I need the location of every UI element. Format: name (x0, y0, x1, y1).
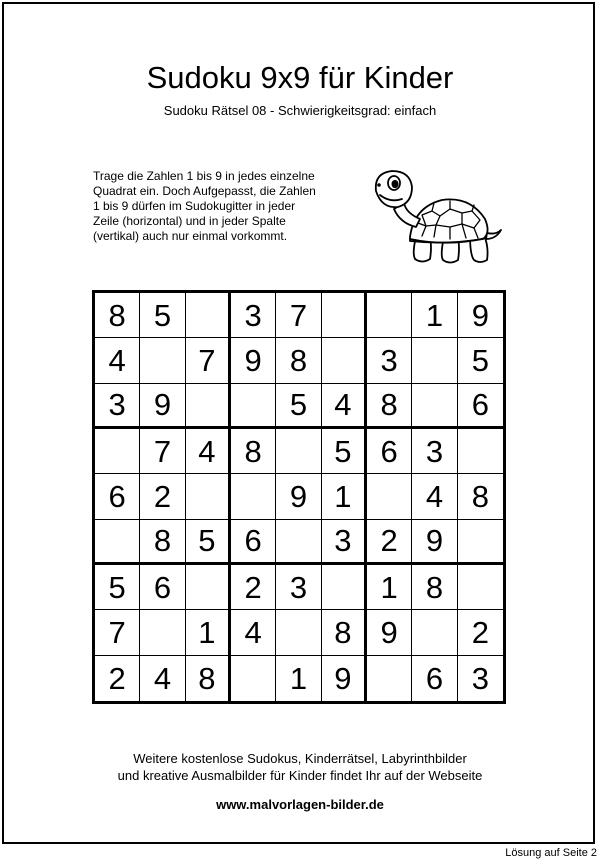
sudoku-cell[interactable]: 3 (471, 660, 489, 696)
sudoku-cell[interactable]: 6 (412, 656, 457, 701)
footer-line: und kreative Ausmalbilder für Kinder findet Ihr auf der Webseite (117, 768, 483, 783)
sudoku-cell[interactable]: 5 (95, 565, 140, 610)
sudoku-cell[interactable] (95, 520, 140, 565)
sudoku-cell[interactable]: 4 (322, 384, 367, 429)
sudoku-cell[interactable]: 8 (458, 474, 503, 519)
sudoku-cell[interactable]: 4 (140, 656, 185, 701)
sudoku-cell[interactable]: 2 (458, 610, 503, 655)
sudoku-cell[interactable]: 5 (186, 520, 231, 565)
sudoku-cell[interactable]: 2 (367, 520, 412, 565)
sudoku-cell[interactable] (186, 293, 231, 338)
sudoku-cell[interactable]: 8 (412, 565, 457, 610)
footer-line: Weitere kostenlose Sudokus, Kinderrätsel, Labyrinthbilder (133, 751, 467, 766)
sudoku-cell[interactable]: 7 (95, 610, 140, 655)
sudoku-cell[interactable] (322, 293, 367, 338)
sudoku-cell[interactable] (412, 338, 457, 383)
sudoku-cell[interactable]: 4 (186, 429, 231, 474)
sudoku-cell[interactable]: 3 (322, 520, 367, 565)
sudoku-cell[interactable]: 3 (95, 384, 140, 429)
sudoku-cell[interactable] (186, 565, 231, 610)
sudoku-cell[interactable] (322, 338, 367, 383)
sudoku-cell[interactable]: 7 (276, 293, 321, 338)
sudoku-cell[interactable] (231, 474, 276, 519)
sudoku-cell[interactable]: 9 (140, 384, 185, 429)
sudoku-cell[interactable] (458, 429, 503, 474)
sudoku-cell[interactable] (186, 384, 231, 429)
sudoku-cell[interactable] (458, 565, 503, 610)
sudoku-cell[interactable]: 8 (186, 656, 231, 701)
sudoku-cell[interactable] (367, 293, 412, 338)
website-link[interactable]: www.malvorlagen-bilder.de (216, 797, 384, 812)
solution-note: Lösung auf Seite 2 (505, 847, 597, 859)
instructions-line: 1 bis 9 dürfen im Sudokugitter in jeder (93, 199, 296, 213)
sudoku-cell[interactable]: 5 (322, 429, 367, 474)
instructions-line: Trage die Zahlen 1 bis 9 in jedes einzelne (93, 169, 315, 183)
sudoku-cell[interactable]: 3 (367, 338, 412, 383)
sudoku-cell[interactable]: 5 (458, 338, 503, 383)
instructions-line: Zeile (horizontal) und in jeder Spalte (93, 214, 286, 228)
sudoku-cell[interactable]: 6 (367, 429, 412, 474)
sudoku-cell[interactable]: 2 (95, 656, 140, 701)
sudoku-grid (92, 290, 506, 704)
sudoku-cell[interactable] (276, 520, 321, 565)
sudoku-cell[interactable] (231, 384, 276, 429)
sudoku-cell[interactable]: 2 (140, 474, 185, 519)
sudoku-cell[interactable]: 9 (231, 338, 276, 383)
sudoku-cell[interactable] (322, 565, 367, 610)
instructions-line: (vertikal) auch nur einmal vorkommt. (93, 229, 288, 243)
sudoku-cell[interactable]: 3 (412, 429, 457, 474)
sudoku-cell[interactable]: 4 (95, 338, 140, 383)
sudoku-cell[interactable]: 1 (186, 610, 231, 655)
sudoku-cell[interactable]: 9 (412, 520, 457, 565)
instructions-line: Quadrat ein. Doch Aufgepasst, die Zahlen (93, 184, 316, 198)
sudoku-cell[interactable]: 1 (412, 293, 457, 338)
sudoku-cell[interactable]: 6 (140, 565, 185, 610)
sudoku-cell[interactable]: 8 (276, 338, 321, 383)
sudoku-cell[interactable]: 9 (322, 656, 367, 701)
page-title: Sudoku 9x9 für Kinder (146, 60, 454, 95)
sudoku-cell[interactable]: 1 (276, 656, 321, 701)
sudoku-cell[interactable] (140, 610, 185, 655)
sudoku-cell[interactable] (95, 429, 140, 474)
sudoku-cell[interactable]: 8 (95, 293, 140, 338)
sudoku-cell[interactable]: 9 (276, 474, 321, 519)
sudoku-cell[interactable]: 4 (231, 610, 276, 655)
sudoku-cell[interactable]: 3 (231, 293, 276, 338)
sudoku-cell[interactable]: 7 (140, 429, 185, 474)
sudoku-cell[interactable]: 6 (231, 520, 276, 565)
sudoku-cell[interactable] (276, 610, 321, 655)
sudoku-cell[interactable]: 9 (367, 610, 412, 655)
sudoku-cell[interactable]: 6 (95, 474, 140, 519)
sudoku-cell[interactable]: 8 (231, 429, 276, 474)
sudoku-cell[interactable] (231, 656, 276, 701)
sudoku-cell[interactable]: 9 (458, 293, 503, 338)
sudoku-cell[interactable] (276, 429, 321, 474)
turtle-icon (370, 163, 505, 268)
page-subtitle: Sudoku Rätsel 08 - Schwierigkeitsgrad: einfach (163, 103, 437, 118)
sudoku-cell[interactable] (458, 520, 503, 565)
footer-text (0, 750, 600, 784)
sudoku-cell[interactable]: 8 (140, 520, 185, 565)
sudoku-cell[interactable] (140, 338, 185, 383)
sudoku-cell[interactable] (367, 656, 412, 701)
sudoku-cell[interactable] (412, 610, 457, 655)
sudoku-cell[interactable]: 4 (412, 474, 457, 519)
sudoku-cell[interactable] (412, 384, 457, 429)
sudoku-cell[interactable]: 1 (322, 474, 367, 519)
sudoku-cell[interactable]: 1 (367, 565, 412, 610)
sudoku-cell[interactable]: 7 (186, 338, 231, 383)
sudoku-cell[interactable]: 3 (276, 565, 321, 610)
sudoku-cell[interactable]: 5 (140, 293, 185, 338)
sudoku-cell[interactable]: 8 (322, 610, 367, 655)
instructions-text (93, 169, 393, 244)
sudoku-cell[interactable] (186, 474, 231, 519)
sudoku-cell[interactable]: 8 (367, 384, 412, 429)
sudoku-cell[interactable] (367, 474, 412, 519)
sudoku-cell[interactable]: 6 (458, 384, 503, 429)
sudoku-cell[interactable]: 5 (276, 384, 321, 429)
sudoku-cell[interactable]: 2 (231, 565, 276, 610)
